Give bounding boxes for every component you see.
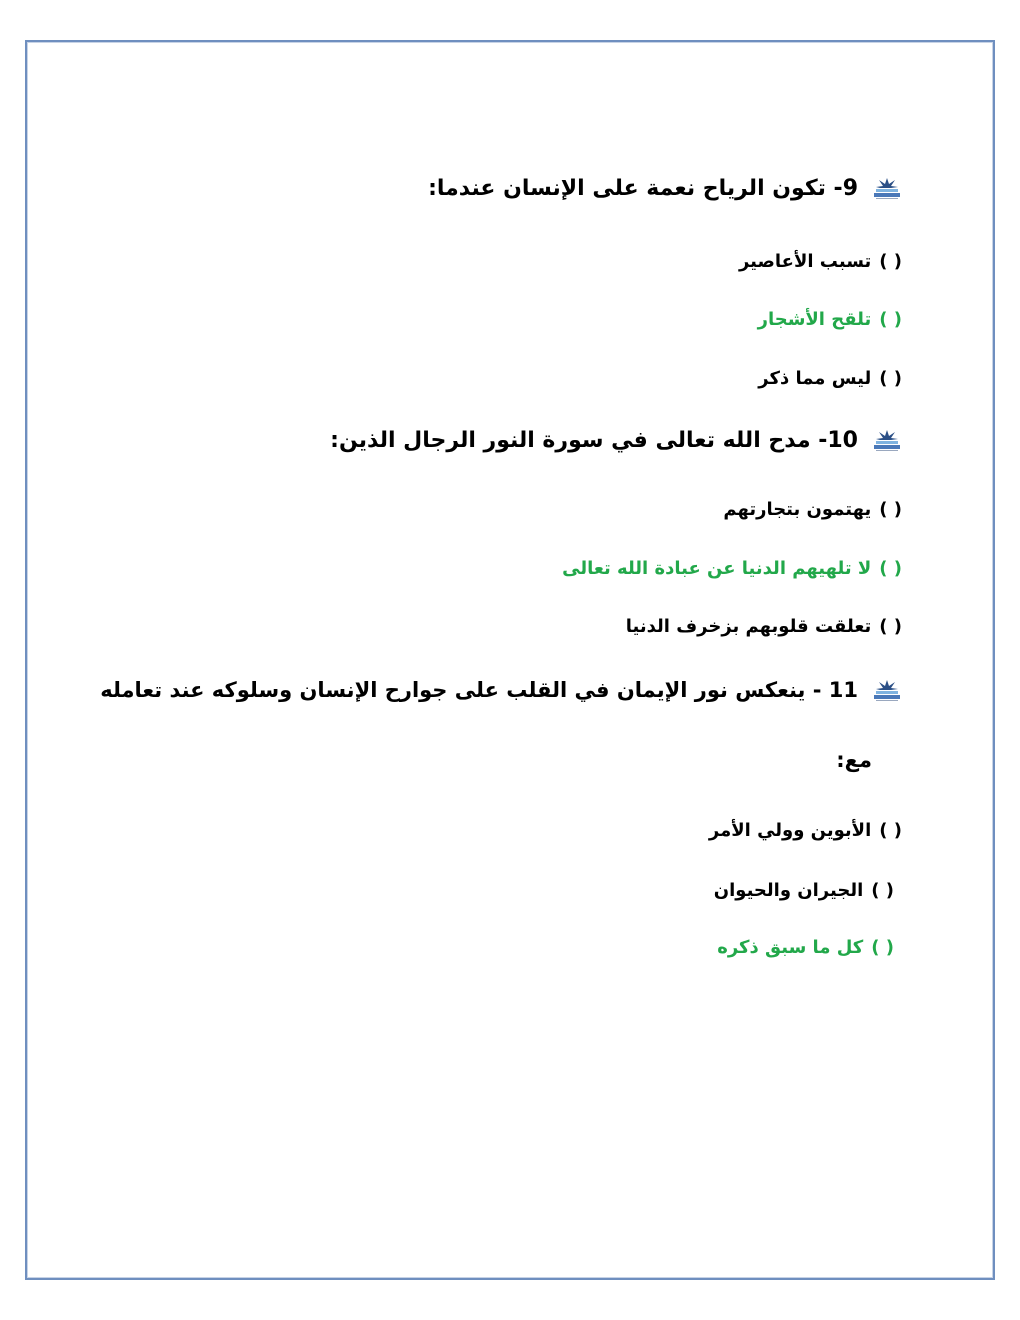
- option-text: كل ما سبق ذكره: [717, 937, 864, 958]
- answer-marker[interactable]: ( ): [879, 499, 902, 520]
- question-10-text: 10- مدح الله تعالى في سورة النور الرجال الذين:: [330, 427, 858, 453]
- answer-marker[interactable]: ( ): [871, 937, 894, 958]
- option-text: ليس مما ذكر: [758, 368, 872, 389]
- question-11-continuation: [836, 748, 872, 772]
- question-10-option-3[interactable]: [626, 616, 902, 637]
- question-10-option-1[interactable]: [723, 499, 902, 520]
- option-text: يهتمون بتجارتهم: [723, 499, 872, 520]
- question-11: [100, 677, 902, 703]
- question-9-option-2[interactable]: [758, 309, 902, 330]
- answer-marker[interactable]: ( ): [879, 251, 902, 272]
- question-11-option-1[interactable]: [709, 820, 902, 841]
- option-text: تسبب الأعاصير: [738, 251, 872, 272]
- option-text: لا تلهيهم الدنيا عن عبادة الله تعالى: [562, 558, 872, 579]
- question-11-option-3[interactable]: [717, 937, 894, 958]
- school-logo-icon: [872, 677, 902, 703]
- question-11-text: 11 - ينعكس نور الإيمان في القلب على جوارح الإنسان وسلوكه عند تعامله: [100, 678, 858, 702]
- option-text: تلقح الأشجار: [757, 309, 872, 330]
- question-10-option-2[interactable]: [562, 558, 902, 579]
- answer-marker[interactable]: ( ): [879, 309, 902, 330]
- school-logo-icon: [872, 427, 902, 453]
- answer-marker[interactable]: ( ): [879, 368, 902, 389]
- option-text: تعلقت قلوبهم بزخرف الدنيا: [625, 616, 872, 637]
- question-10: [330, 427, 902, 453]
- question-9: [428, 175, 902, 201]
- question-11-option-2[interactable]: [714, 880, 894, 901]
- school-logo-icon: [872, 175, 902, 201]
- answer-marker[interactable]: ( ): [871, 880, 894, 901]
- question-9-option-1[interactable]: [739, 251, 902, 272]
- question-9-option-3[interactable]: [758, 368, 902, 389]
- question-11-continuation-text: مع:: [836, 748, 872, 772]
- question-9-text: 9- تكون الرياح نعمة على الإنسان عندما:: [428, 175, 858, 201]
- page-border: [25, 40, 995, 1280]
- answer-marker[interactable]: ( ): [879, 820, 902, 841]
- answer-marker[interactable]: ( ): [879, 558, 902, 579]
- answer-marker[interactable]: ( ): [879, 616, 902, 637]
- option-text: الجيران والحيوان: [713, 880, 864, 901]
- option-text: الأبوين وولي الأمر: [708, 820, 872, 841]
